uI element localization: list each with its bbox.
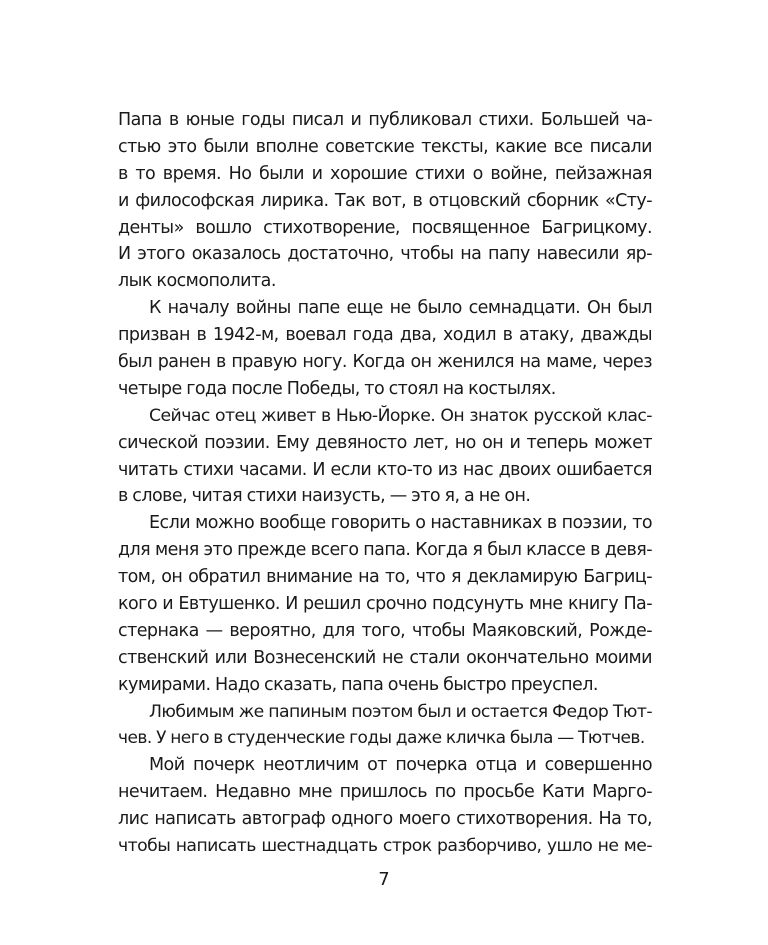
text-line: чтобы написать шестнадцать строк разборчиво, ушло не ме-	[118, 836, 652, 857]
text-line: четыре года после Победы, то стоял на костылях.	[118, 378, 556, 399]
text-line: денты» вошло стихотворение, посвященное Багрицкому.	[118, 217, 652, 238]
text-line: сической поэзии. Ему девяносто лет, но он и теперь может	[118, 432, 652, 453]
text-line: для меня это прежде всего папа. Когда я был классе в девя-	[118, 540, 652, 561]
text-line: стью это были вполне советские тексты, какие все писали	[118, 136, 652, 157]
page-number: 7	[378, 869, 390, 890]
text-line: читать стихи часами. И если кто-то из нас двоих ошибается	[118, 459, 652, 480]
text-line: и философская лирика. Так вот, в отцовский сборник «Сту-	[118, 190, 652, 211]
text-line: Сейчас отец живет в Нью-Йорке. Он знаток русской клас-	[149, 405, 652, 426]
text-line: Любимым же папиным поэтом был и остается Федор Тют-	[149, 701, 652, 722]
text-line: Папа в юные годы писал и публиковал стихи. Большей ча-	[118, 110, 652, 130]
text-line: И этого оказалось достаточно, чтобы на папу навесили яр-	[118, 244, 652, 265]
text-line: кумирами. Надо сказать, папа очень быстро преуспел.	[118, 674, 598, 695]
text-line: лык космополита.	[118, 271, 276, 292]
text-line: Если можно вообще говорить о наставниках в поэзии, то	[149, 513, 652, 534]
text-line: в то время. Но были и хорошие стихи о войне, пейзажная	[118, 163, 652, 184]
text-line: был ранен в правую ногу. Когда он женился на маме, через	[118, 352, 652, 373]
text-line: К началу войны папе еще не было семнадцати. Он был	[149, 298, 652, 319]
text-line: в слове, читая стихи наизусть, — это я, а не он.	[118, 486, 531, 507]
text-line: чев. У него в студенческие годы даже кличка была — Тютчев.	[118, 728, 645, 749]
text-line: Мой почерк неотличим от почерка отца и совершенно	[149, 755, 652, 776]
body-text	[118, 107, 652, 860]
text-line: том, он обратил внимание на то, что я декламирую Багриц-	[118, 567, 652, 588]
text-line: нечитаем. Недавно мне пришлось по просьбе Кати Марго-	[118, 782, 652, 803]
text-line: лис написать автограф одного моего стихотворения. На то,	[118, 809, 652, 830]
text-line: стернака — вероятно, для того, чтобы Маяковский, Рожде-	[118, 620, 652, 641]
text-line: ственский или Вознесенский не стали окончательно моими	[118, 647, 652, 668]
text-line: кого и Евтушенко. И решил срочно подсунуть мне книгу Па-	[118, 594, 652, 615]
text-line: призван в 1942-м, воевал года два, ходил в атаку, дважды	[118, 325, 652, 346]
